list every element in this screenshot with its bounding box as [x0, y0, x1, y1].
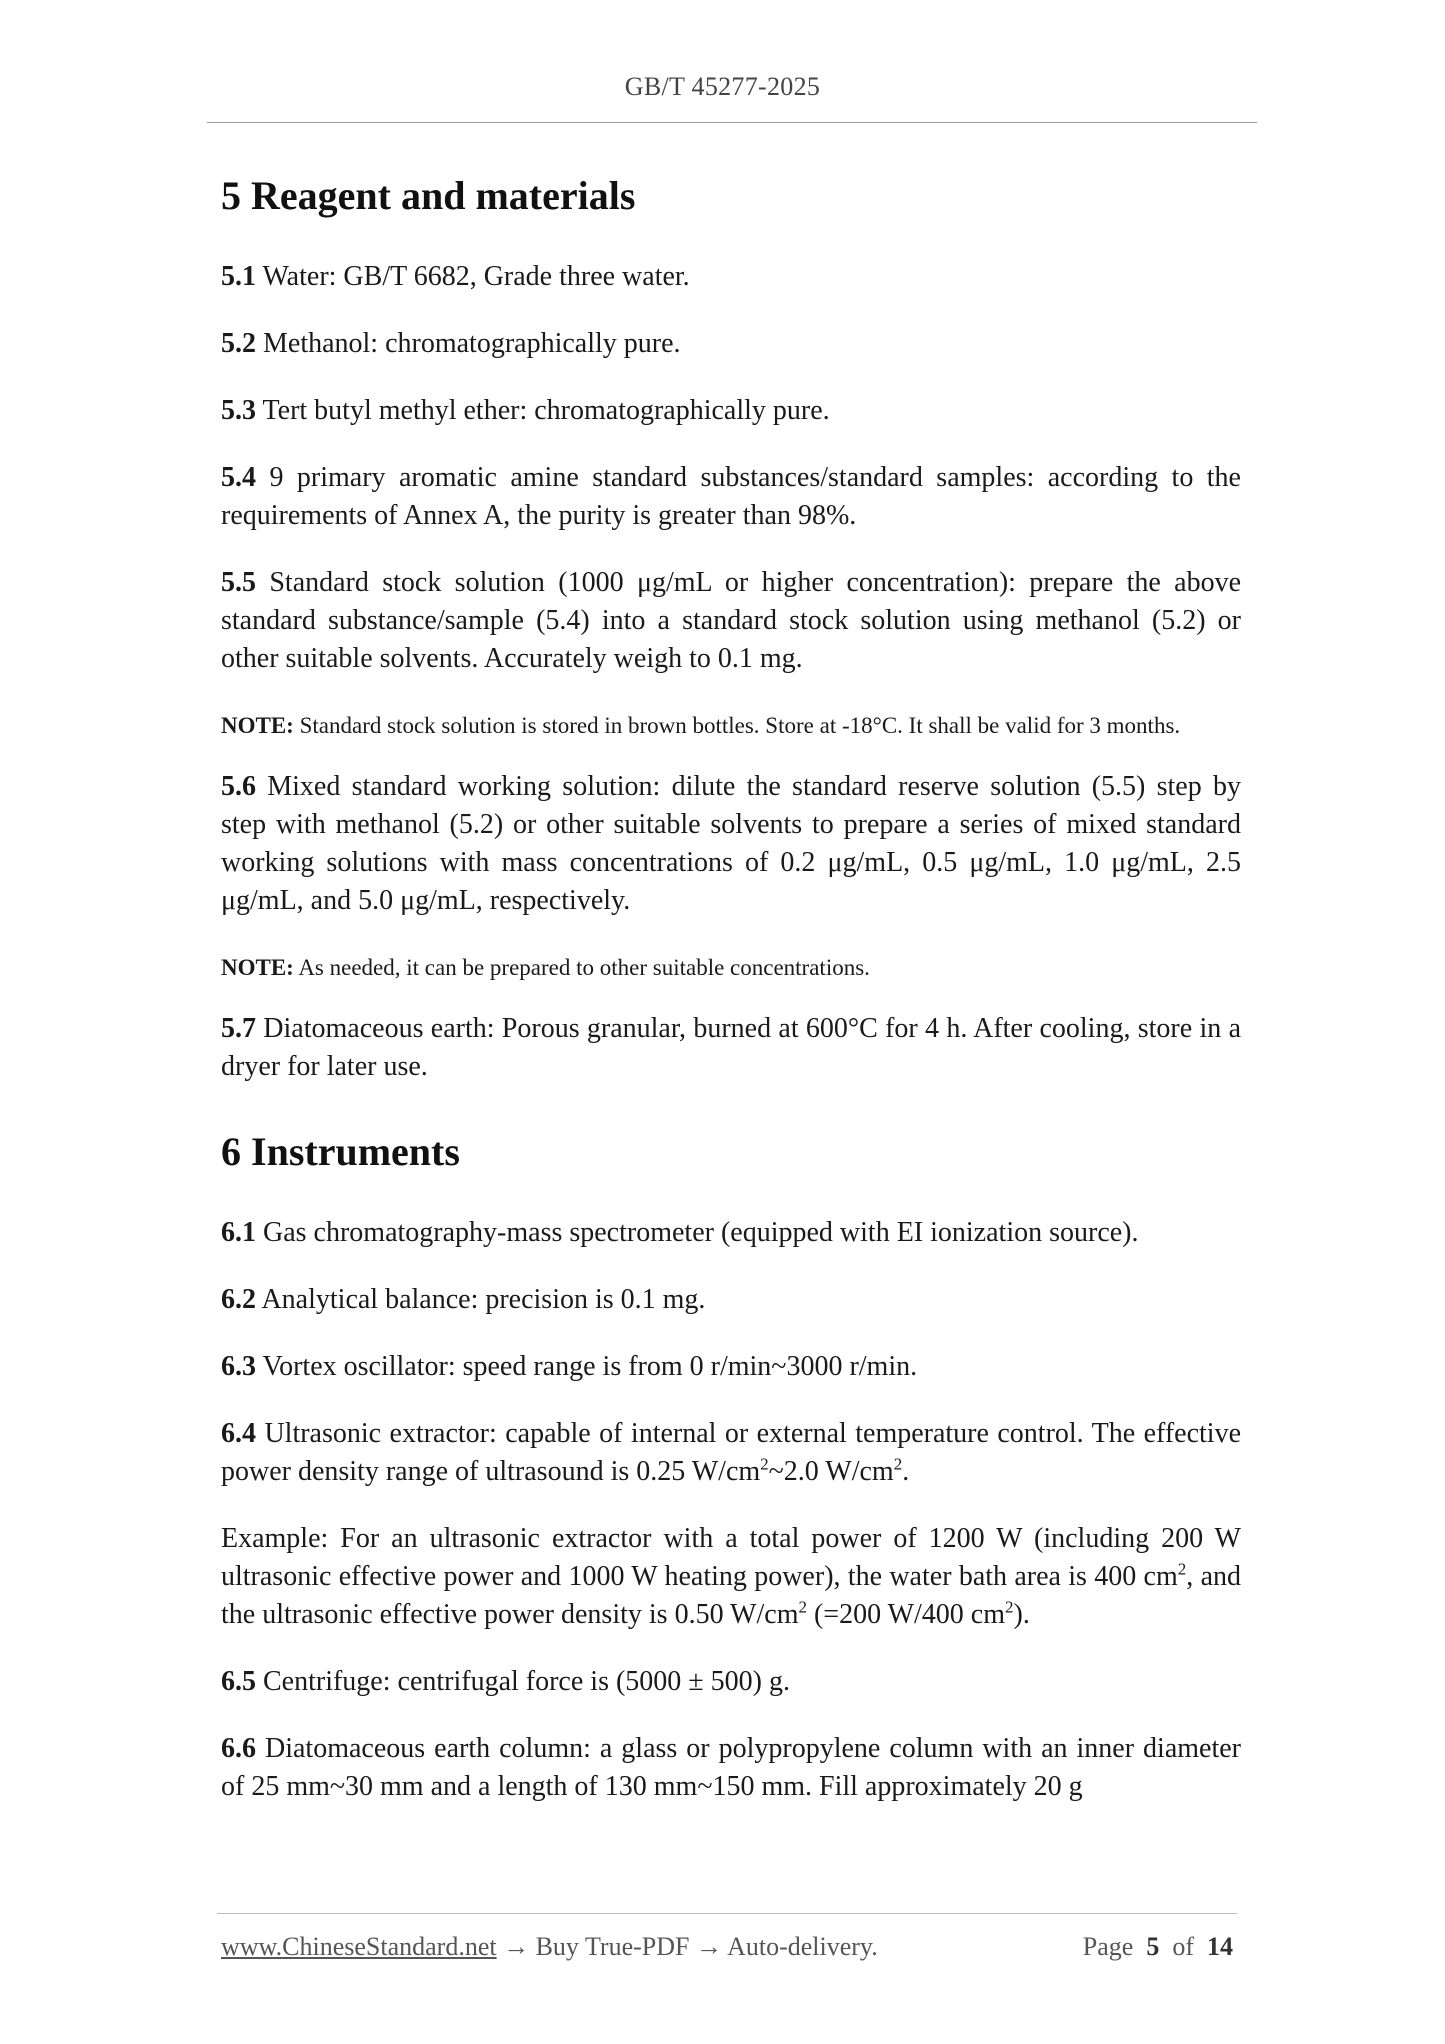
site-link[interactable]: www.ChineseStandard.net: [221, 1932, 497, 1961]
clause-text: Vortex oscillator: speed range is from 0 r/min~3000 r/min.: [256, 1351, 918, 1382]
current-page-number: 5: [1146, 1932, 1160, 1961]
clause-text: Standard stock solution (1000 μg/mL or higher concentration): prepare the above standard substance/sample (5.4) into a standard stock solution using methanol (5.2) or other suitable solvents. Accurately weigh to 0.1 mg.: [221, 567, 1241, 674]
clause-text: 9 primary aromatic amine standard substances/standard samples: according to the requirements of Annex A, the purity is greater than 98%.: [221, 462, 1241, 531]
clause-number: 5.2: [221, 328, 256, 359]
clause-5-3: [221, 392, 1241, 430]
document-id-header: GB/T 45277-2025: [624, 72, 821, 101]
clause-number: 6.1: [221, 1217, 256, 1248]
clause-text: Gas chromatography-mass spectrometer (equipped with EI ionization source).: [256, 1217, 1139, 1248]
buy-pdf-text: Buy True-PDF: [535, 1932, 690, 1961]
arrow-separator: →: [689, 1932, 728, 1961]
clause-6-1: [221, 1214, 1241, 1252]
clause-text: Tert butyl methyl ether: chromatographically pure.: [256, 395, 830, 426]
clause-5-2: [221, 325, 1241, 363]
clause-number: 5.5: [221, 567, 256, 598]
clause-text: Water: GB/T 6682, Grade three water.: [256, 261, 690, 292]
page-body: [221, 170, 1241, 1835]
clause-text-part: Ultrasonic extractor: capable of internal or external temperature control. The effective power density range of ultrasound is 0.25 W/cm: [221, 1418, 1241, 1487]
clause-5-4: [221, 459, 1241, 535]
note-stock-solution: [221, 707, 1241, 745]
clause-text-part: .: [902, 1456, 910, 1487]
clause-text: Analytical balance: precision is 0.1 mg.: [256, 1284, 706, 1315]
clause-number: 5.4: [221, 462, 256, 493]
auto-delivery-text: Auto-delivery.: [727, 1932, 878, 1961]
superscript: 2: [1177, 1559, 1187, 1579]
superscript: 2: [798, 1597, 807, 1617]
example-text-part: , and the ultrasonic effective power density is 0.50 W/cm: [221, 1561, 1242, 1630]
of-word: of: [1172, 1932, 1194, 1961]
superscript: 2: [760, 1454, 769, 1474]
clause-6-2: [221, 1281, 1241, 1319]
clause-text: Centrifuge: centrifugal force is (5000 ± 500) g.: [256, 1666, 790, 1697]
example-text-part: ).: [1013, 1599, 1030, 1630]
page-word: Page: [1082, 1932, 1134, 1961]
example-paragraph: [221, 1520, 1241, 1634]
clause-number: 5.1: [221, 261, 256, 292]
note-label: NOTE:: [221, 713, 294, 738]
example-text-part: (=200 W/400 cm: [806, 1599, 1006, 1630]
clause-6-6: [221, 1730, 1241, 1806]
clause-text: Mixed standard working solution: dilute the standard reserve solution (5.5) step by step with methanol (5.2) or other suitable solvents to prepare a series of mixed standard working solutions with mass concentrations of 0.2 μg/mL, 0.5 μg/mL, 1.0 μg/mL, 2.5 μg/mL, and 5.0 μg/mL, respectively.: [221, 771, 1241, 916]
clause-5-5: [221, 564, 1241, 678]
clause-number: 6.6: [221, 1733, 256, 1764]
footer-divider: [217, 1913, 1237, 1914]
clause-number: 5.3: [221, 395, 256, 426]
section-5-heading: 5 Reagent and materials: [221, 173, 636, 218]
clause-text: Diatomaceous earth column: a glass or polypropylene column with an inner diameter of 25 mm~30 mm and a length of 130 mm~150 mm. Fill approximately 20 g: [221, 1733, 1241, 1802]
header-divider: [207, 122, 1257, 123]
clause-number: 5.6: [221, 771, 256, 802]
example-text-part: Example: For an ultrasonic extractor with a total power of 1200 W (including 200 W ultrasonic effective power and 1000 W heating power), the water bath area is 400 cm: [221, 1523, 1241, 1592]
page-indicator: [1083, 1932, 1233, 1962]
clause-text: Diatomaceous earth: Porous granular, burned at 600°C for 4 h. After cooling, store in a dryer for later use.: [221, 1013, 1241, 1082]
note-text: As needed, it can be prepared to other suitable concentrations.: [293, 955, 870, 980]
clause-text: Methanol: chromatographically pure.: [256, 328, 681, 359]
note-text: Standard stock solution is stored in brown bottles. Store at -18°C. It shall be valid for 3 months.: [293, 713, 1181, 738]
clause-text-part: ~2.0 W/cm: [768, 1456, 894, 1487]
note-label: NOTE:: [221, 955, 294, 980]
clause-number: 6.2: [221, 1284, 256, 1315]
superscript: 2: [1005, 1597, 1014, 1617]
clause-5-6: [221, 768, 1241, 920]
clause-number: 6.4: [221, 1418, 256, 1449]
section-6-heading: 6 Instruments: [221, 1129, 460, 1174]
total-pages-number: 14: [1207, 1932, 1233, 1961]
clause-number: 6.5: [221, 1666, 256, 1697]
footer-promo: [221, 1932, 878, 1962]
arrow-separator: →: [496, 1932, 536, 1961]
clause-number: 5.7: [221, 1013, 256, 1044]
clause-6-5: [221, 1663, 1241, 1701]
superscript: 2: [893, 1454, 903, 1474]
clause-5-7: [221, 1010, 1241, 1086]
clause-6-3: [221, 1348, 1241, 1386]
clause-number: 6.3: [221, 1351, 256, 1382]
note-concentrations: [221, 949, 1241, 987]
clause-6-4: [221, 1415, 1241, 1491]
clause-5-1: [221, 258, 1241, 296]
